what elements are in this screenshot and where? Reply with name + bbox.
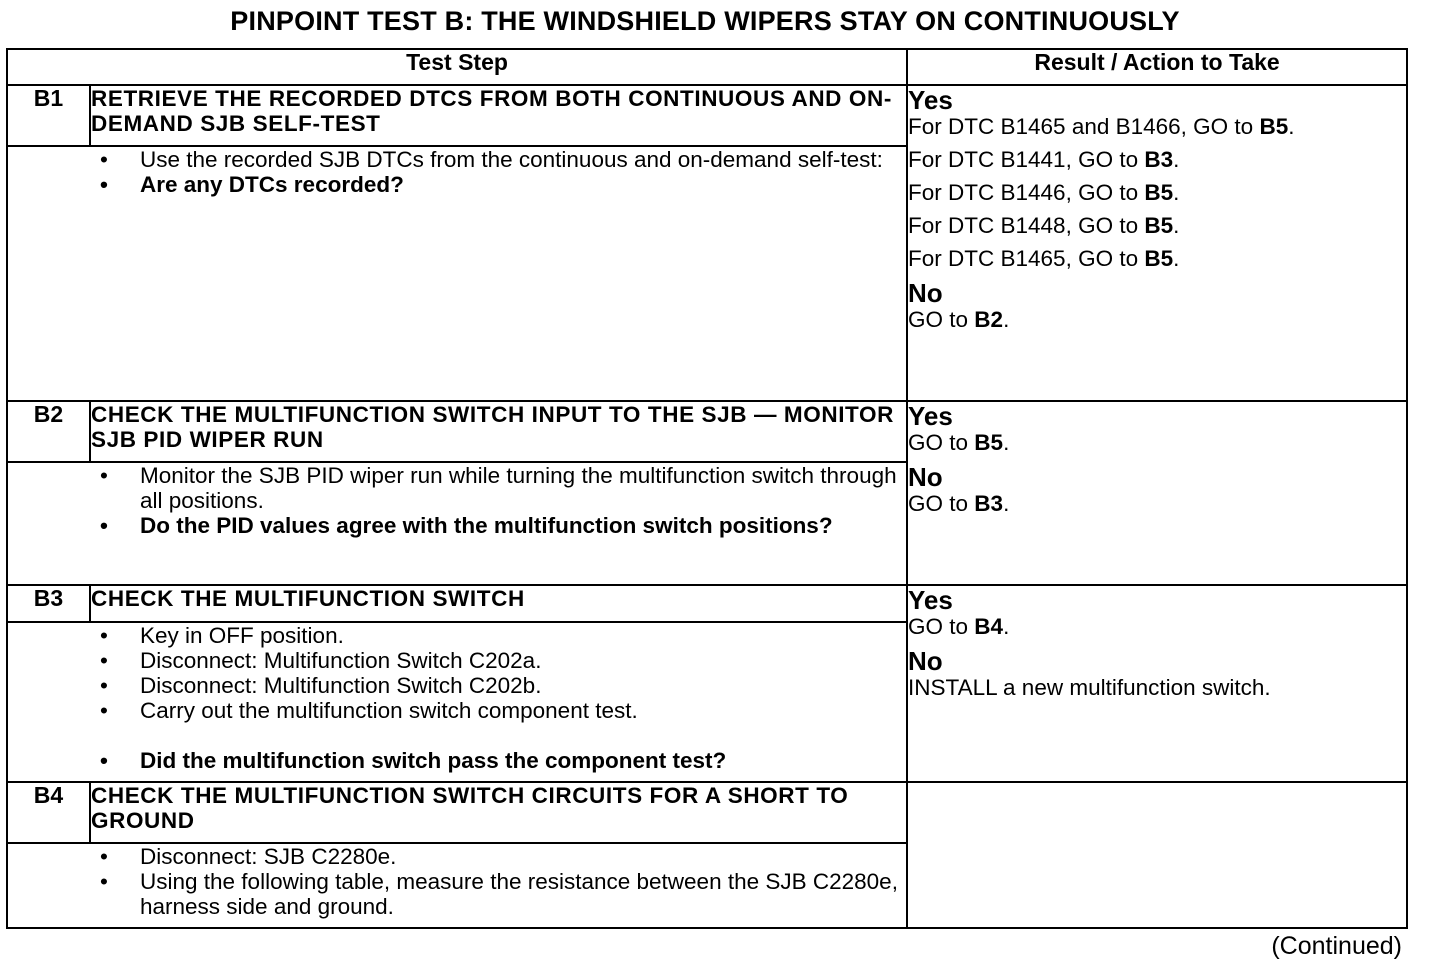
action-line: GO to B3. bbox=[908, 491, 1010, 516]
step-b2-title-row bbox=[7, 401, 1407, 462]
step-b3-result bbox=[907, 585, 1407, 782]
target-step: B4 bbox=[974, 614, 1004, 639]
bullet-item: • Disconnect: Multifunction Switch C202a. bbox=[90, 648, 906, 673]
action-line: For DTC B1465, GO to B5. bbox=[908, 246, 1180, 271]
step-title: CHECK THE MULTIFUNCTION SWITCH CIRCUITS FOR A SHORT TO GROUND bbox=[90, 782, 907, 843]
step-b2-result bbox=[907, 401, 1407, 585]
target-step: B5 bbox=[1259, 114, 1289, 139]
bullet-item: • Carry out the multifunction switch component test. bbox=[90, 698, 906, 723]
target-step: B3 bbox=[1144, 147, 1174, 172]
target-step: B5 bbox=[974, 430, 1004, 455]
step-id: B1 bbox=[7, 85, 90, 146]
step-title: CHECK THE MULTIFUNCTION SWITCH INPUT TO THE SJB — MONITOR SJB PID WIPER RUN bbox=[90, 401, 907, 462]
step-id: B2 bbox=[7, 401, 90, 462]
header-row bbox=[7, 49, 1407, 85]
page-title: PINPOINT TEST B: THE WINDSHIELD WIPERS STAY ON CONTINUOUSLY bbox=[230, 6, 1180, 36]
header-result: Result / Action to Take bbox=[907, 49, 1407, 85]
yes-label: Yes bbox=[908, 85, 953, 115]
continued-label: (Continued) bbox=[1271, 932, 1402, 960]
target-step: B5 bbox=[1144, 180, 1174, 205]
step-body bbox=[90, 843, 907, 928]
step-body bbox=[90, 622, 907, 782]
yes-label: Yes bbox=[908, 585, 953, 615]
step-title: CHECK THE MULTIFUNCTION SWITCH bbox=[90, 585, 907, 622]
target-step: B2 bbox=[974, 307, 1004, 332]
action-line: For DTC B1465 and B1466, GO to B5. bbox=[908, 114, 1295, 139]
action-line: INSTALL a new multifunction switch. bbox=[908, 675, 1271, 700]
no-label: No bbox=[908, 646, 943, 676]
yes-label: Yes bbox=[908, 401, 953, 431]
bullet-item: • Disconnect: Multifunction Switch C202b. bbox=[90, 673, 906, 698]
target-step: B3 bbox=[974, 491, 1004, 516]
target-step: B5 bbox=[1144, 213, 1174, 238]
step-b1-title-row bbox=[7, 85, 1407, 146]
no-label: No bbox=[908, 278, 943, 308]
header-test-step: Test Step bbox=[7, 49, 907, 85]
step-body bbox=[90, 146, 907, 401]
bullet-item: • Use the recorded SJB DTCs from the continuous and on-demand self-test: bbox=[90, 147, 906, 172]
step-b1-result bbox=[907, 85, 1407, 401]
bullet-question: • Are any DTCs recorded? bbox=[90, 172, 906, 197]
step-title: RETRIEVE THE RECORDED DTCS FROM BOTH CONTINUOUS AND ON-DEMAND SJB SELF-TEST bbox=[90, 85, 907, 146]
action-line: GO to B2. bbox=[908, 307, 1010, 332]
step-b3-title-row bbox=[7, 585, 1407, 622]
bullet-question: • Did the multifunction switch pass the component test? bbox=[90, 748, 906, 773]
step-id: B4 bbox=[7, 782, 90, 843]
bullet-item: • Monitor the SJB PID wiper run while turning the multifunction switch through all positions. bbox=[90, 463, 906, 513]
action-line: GO to B4. bbox=[908, 614, 1010, 639]
step-b4-title-row bbox=[7, 782, 1407, 843]
action-line: For DTC B1441, GO to B3. bbox=[908, 147, 1180, 172]
bullet-item: • Key in OFF position. bbox=[90, 623, 906, 648]
step-body bbox=[90, 462, 907, 585]
action-line: For DTC B1446, GO to B5. bbox=[908, 180, 1180, 205]
step-b4-result bbox=[907, 782, 1407, 928]
action-line: GO to B5. bbox=[908, 430, 1010, 455]
action-line: For DTC B1448, GO to B5. bbox=[908, 213, 1180, 238]
bullet-item: • Disconnect: SJB C2280e. bbox=[90, 844, 906, 869]
no-label: No bbox=[908, 462, 943, 492]
bullet-question: • Do the PID values agree with the multifunction switch positions? bbox=[90, 513, 906, 538]
target-step: B5 bbox=[1144, 246, 1174, 271]
bullet-item: • Using the following table, measure the resistance between the SJB C2280e, harness side and ground. bbox=[90, 869, 906, 919]
pinpoint-test-table bbox=[6, 48, 1408, 929]
step-id: B3 bbox=[7, 585, 90, 622]
